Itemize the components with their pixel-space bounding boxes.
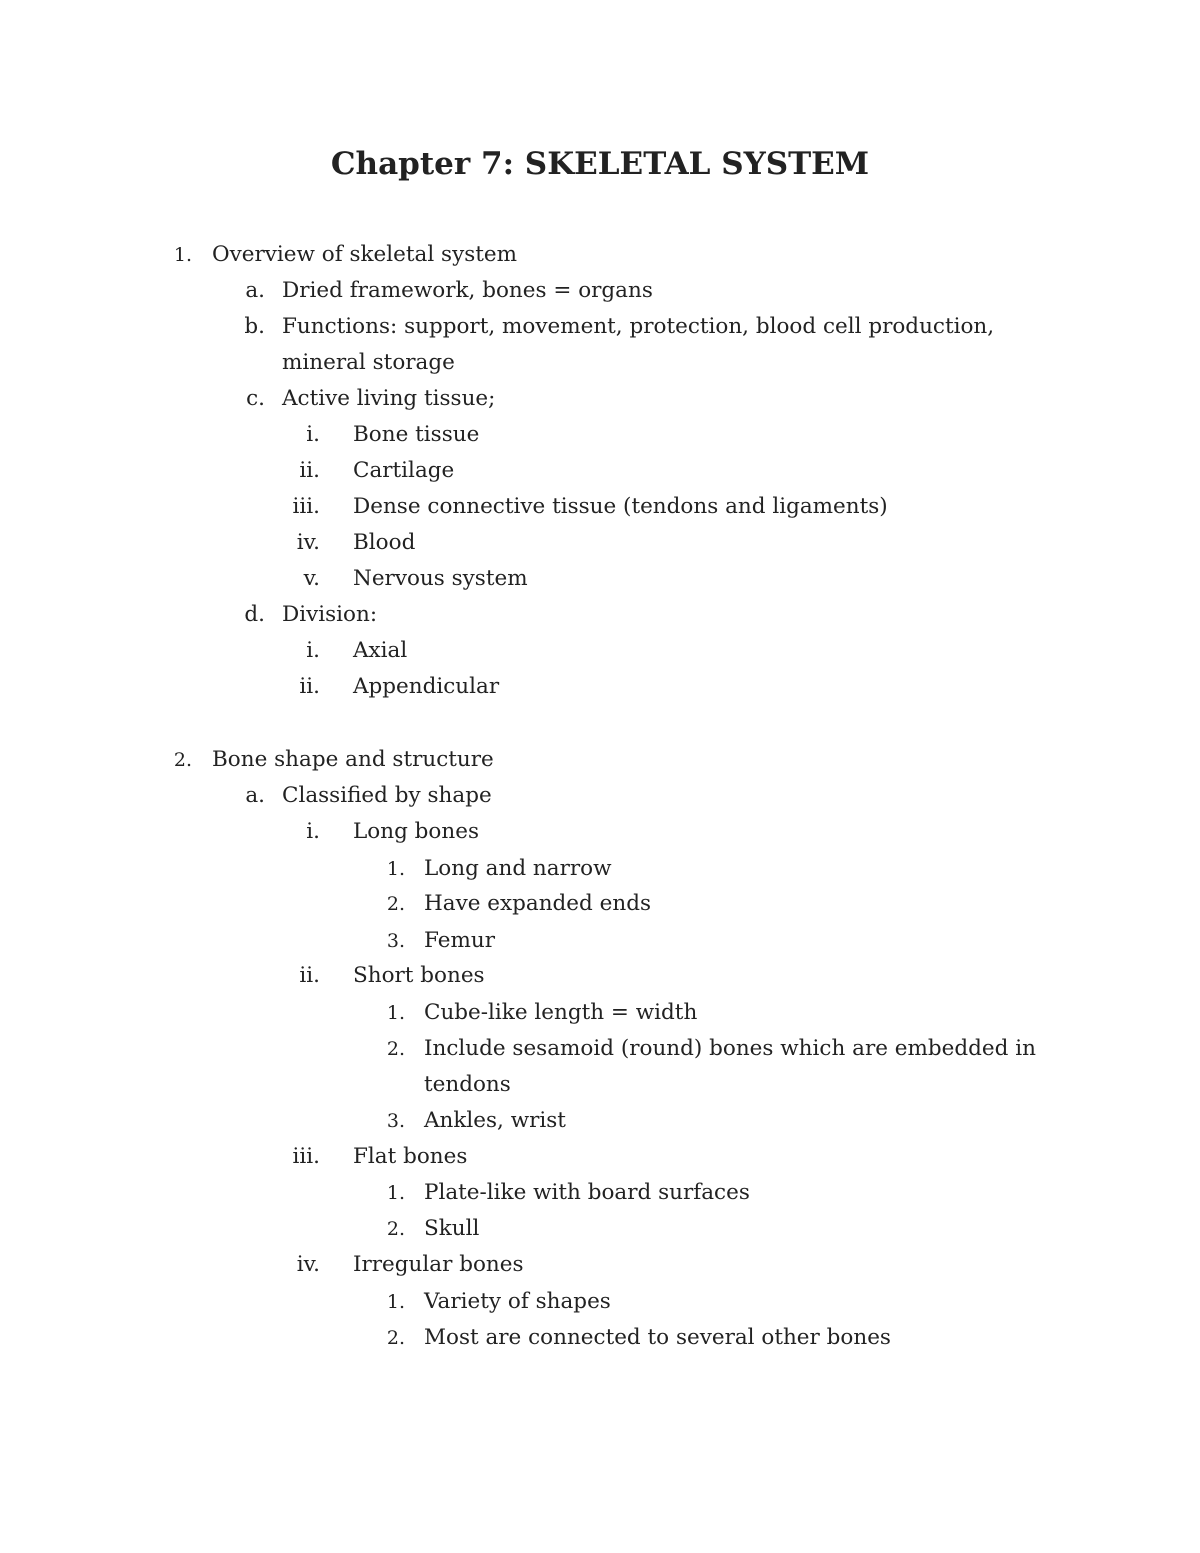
- list-item-text: Division:: [282, 602, 378, 627]
- list-marker: 2.: [386, 1218, 405, 1240]
- list-item-text: mineral storage: [282, 350, 455, 375]
- list-marker: 1.: [386, 1182, 405, 1204]
- list-marker: b.: [244, 314, 265, 339]
- list-marker: 2.: [386, 1038, 405, 1060]
- list-item-text: Nervous system: [353, 566, 528, 591]
- list-marker: i.: [306, 422, 320, 447]
- list-marker: iv.: [296, 530, 320, 555]
- list-item-text: Irregular bones: [353, 1252, 524, 1277]
- list-item-text: Active living tissue;: [282, 386, 496, 411]
- list-item-text: Bone tissue: [353, 422, 480, 447]
- list-marker: v.: [303, 566, 320, 591]
- list-marker: i.: [306, 638, 320, 663]
- page-title: Chapter 7: SKELETAL SYSTEM: [330, 146, 870, 182]
- list-item-text: Blood: [353, 530, 416, 555]
- list-item-text: Classified by shape: [282, 783, 492, 808]
- list-marker: 2.: [386, 893, 405, 915]
- list-item-text: Most are connected to several other bones: [424, 1325, 891, 1350]
- list-marker: 1.: [386, 1002, 405, 1024]
- list-marker: iv.: [296, 1252, 320, 1277]
- list-item-text: Functions: support, movement, protection, blood cell production,: [282, 314, 995, 339]
- list-item-text: Skull: [424, 1216, 480, 1241]
- list-marker: iii.: [292, 1144, 320, 1169]
- list-item-text: Ankles, wrist: [424, 1108, 566, 1133]
- list-item-text: Appendicular: [353, 674, 500, 699]
- list-marker: ii.: [299, 963, 320, 988]
- list-marker: a.: [245, 783, 265, 808]
- list-item-text: Bone shape and structure: [212, 747, 494, 772]
- list-item-text: Include sesamoid (round) bones which are embedded in: [424, 1036, 1036, 1061]
- list-item-text: Variety of shapes: [424, 1289, 611, 1314]
- list-item-text: tendons: [424, 1072, 511, 1097]
- list-marker: 1.: [173, 244, 192, 266]
- list-marker: ii.: [299, 458, 320, 483]
- list-marker: 1.: [386, 858, 405, 880]
- list-item-text: Flat bones: [353, 1144, 468, 1169]
- list-item-text: Axial: [353, 638, 408, 663]
- list-item-text: Cube-like length = width: [424, 1000, 698, 1025]
- list-item-text: Femur: [424, 928, 495, 953]
- list-marker: ii.: [299, 674, 320, 699]
- list-marker: 1.: [386, 1291, 405, 1313]
- list-item-text: Short bones: [353, 963, 485, 988]
- list-marker: 2.: [173, 749, 192, 771]
- list-marker: c.: [246, 386, 265, 411]
- list-marker: iii.: [292, 494, 320, 519]
- list-marker: d.: [244, 602, 265, 627]
- list-marker: a.: [245, 278, 265, 303]
- list-marker: 2.: [386, 1327, 405, 1349]
- list-item-text: Long bones: [353, 819, 479, 844]
- list-item-text: Dense connective tissue (tendons and ligaments): [353, 494, 888, 519]
- list-marker: 3.: [386, 930, 405, 952]
- list-item-text: Plate-like with board surfaces: [424, 1180, 750, 1205]
- list-item-text: Overview of skeletal system: [212, 242, 518, 267]
- list-marker: 3.: [386, 1110, 405, 1132]
- list-item-text: Long and narrow: [424, 856, 612, 881]
- list-item-text: Cartilage: [353, 458, 455, 483]
- list-item-text: Dried framework, bones = organs: [282, 278, 653, 303]
- list-marker: i.: [306, 819, 320, 844]
- list-item-text: Have expanded ends: [424, 891, 651, 916]
